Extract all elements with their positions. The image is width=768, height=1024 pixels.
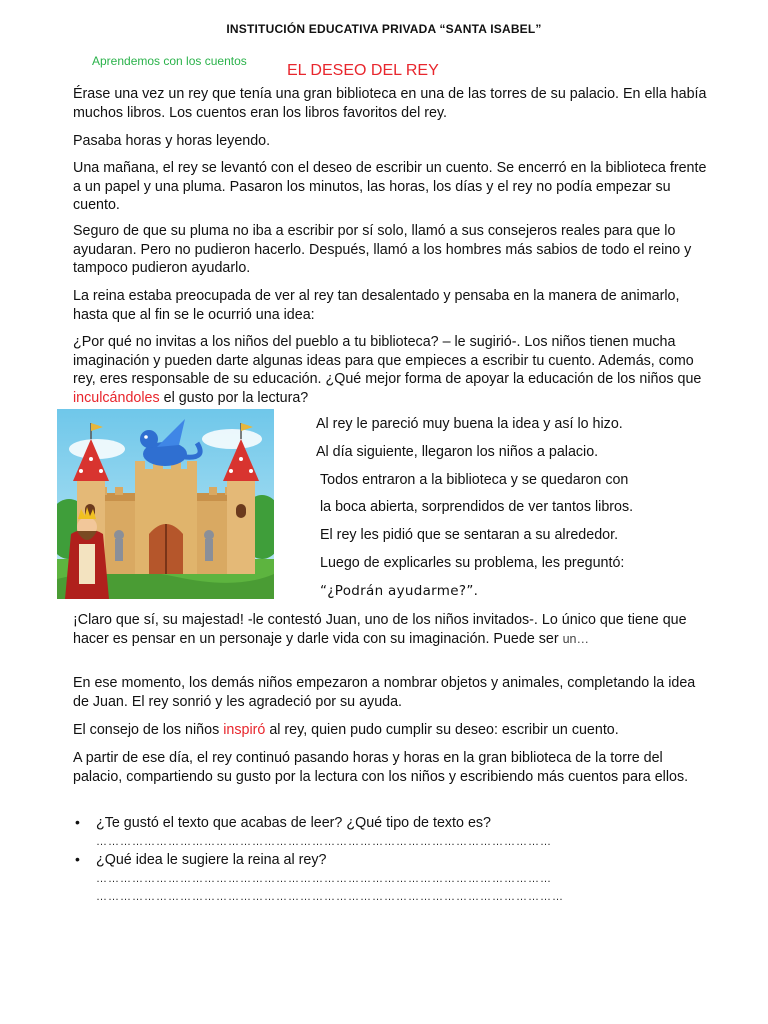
paragraph-6-text-b: el gusto por la lectura? (159, 389, 309, 406)
highlight-inculcandoles: inculcándoles (73, 389, 160, 406)
paragraph-9 (73, 721, 713, 740)
answer-line-2[interactable]: …………………………………………………………………………………………………… (96, 873, 552, 885)
paragraph-3: Una mañana, el rey se levantó con el deseo de escribir un cuento. Se encerró en la biblioteca frente a un papel y una pluma. Pasaron los minutos, las horas, los días y el rey no podía empezar su cuento. (73, 160, 707, 213)
paragraph-10: A partir de ese día, el rey continuó pasando horas y horas en la gran biblioteca de la torre del palacio, compartiendo su gusto por la lectura con los niños y escribiendo más cuentos para ellos. (73, 750, 689, 785)
right-line-quote: “¿Podrán ayudarme?”. (320, 583, 479, 599)
paragraph-9-text-a: El consejo de los niños (73, 722, 224, 738)
highlight-inspiro: inspiró (223, 722, 266, 738)
story-title: EL DESEO DEL REY (287, 62, 439, 79)
castle-king-dragon-icon (57, 409, 274, 599)
school-header: INSTITUCIÓN EDUCATIVA PRIVADA “SANTA ISABEL” (226, 22, 542, 36)
castle-illustration (57, 409, 274, 599)
paragraph-8: En ese momento, los demás niños empezaron a nombrar objetos y animales, completando la idea de Juan. El rey sonrió y les agradeció por su ayuda. (73, 675, 696, 710)
question-2: ¿Qué idea le sugiere la reina al rey? (96, 852, 327, 868)
paragraph-5: La reina estaba preocupada de ver al rey tan desalentado y pensaba en la manera de animarlo, hasta que al fin se le ocurrió una idea: (73, 288, 680, 323)
right-line-2: Al día siguiente, llegaron los niños a palacio. (316, 444, 599, 460)
paragraph-6-text-a: ¿Por qué no invitas a los niños del pueblo a tu biblioteca? – le sugirió-. Los niños tienen mucha imaginación y pueden darte algunas ideas para que empieces a escribir tu cuento. Además, como rey, eres responsable de su educación. ¿Qué mejor forma de apoyar la educación de los niños que (73, 334, 702, 387)
paragraph-1: Érase una vez un rey que tenía una gran biblioteca en una de las torres de su palacio. En ella había muchos libros. Los cuentos eran los libros favoritos del rey. (73, 86, 707, 121)
paragraph-2: Pasaba horas y horas leyendo. (73, 133, 271, 149)
answer-line-3[interactable]: ……………………………………………………………………………………………………… (96, 891, 564, 903)
answer-line-1[interactable]: …………………………………………………………………………………………………… (96, 836, 552, 848)
right-line-5: El rey les pidió que se sentaran a su alrededor. (320, 527, 619, 543)
paragraph-7 (73, 611, 713, 648)
paragraph-7-text: ¡Claro que sí, su majestad! -le contestó Juan, uno de los niños invitados-. Lo único que tiene que hacer es pensar en un personaje y darle vida con su imaginación. Puede ser (73, 612, 687, 647)
right-line-4: la boca abierta, sorprendidos de ver tantos libros. (320, 499, 634, 515)
question-1: ¿Te gustó el texto que acabas de leer? ¿Qué tipo de texto es? (96, 815, 492, 831)
paragraph-9-text-b: al rey, quien pudo cumplir su deseo: escribir un cuento. (265, 722, 619, 738)
paragraph-6 (73, 333, 713, 407)
right-line-3: Todos entraron a la biblioteca y se quedaron con (320, 472, 629, 488)
right-line-1: Al rey le pareció muy buena la idea y así lo hizo. (316, 416, 623, 432)
section-subtitle: Aprendemos con los cuentos (92, 54, 247, 68)
paragraph-7-tail: un… (562, 631, 589, 646)
paragraph-4: Seguro de que su pluma no iba a escribir por sí solo, llamó a sus consejeros reales para que lo ayudaran. Pero no pudieron hacerlo. Después, llamó a los hombres más sabios de todo el reino y tampoco pudieron ayudarlo. (73, 223, 692, 276)
right-line-6: Luego de explicarles su problema, les preguntó: (320, 555, 625, 571)
bullet-1: • (75, 814, 80, 830)
bullet-2: • (75, 851, 80, 867)
